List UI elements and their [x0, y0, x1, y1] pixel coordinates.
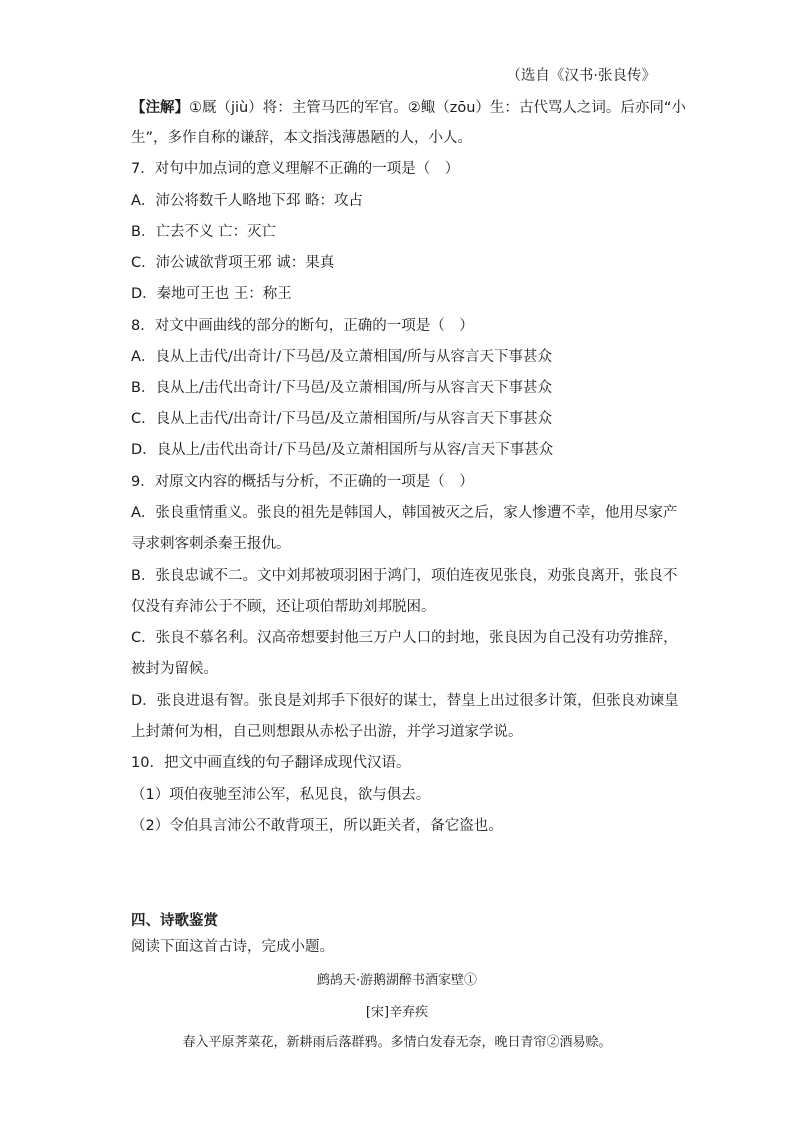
question-9-option-a-line-2: 寻求刺客刺杀秦王报仇。	[131, 536, 291, 552]
question-9-option-b-line-1: B．张良忠诚不二。文中刘邦被项羽困于鸿门，项伯连夜见张良，劝张良离开，张良不	[131, 568, 678, 584]
poem-title: 鹧鸪天·游鹅湖醉书酒家壁①	[316, 973, 478, 988]
question-9-option-c-line-1: C．张良不慕名利。汉高帝想要封他三万户人口的封地，张良因为自己没有功劳推辞，	[131, 630, 678, 646]
question-10-item-2: （2）令伯具言沛公不敢背项王，所以距关者，备它盗也。	[131, 818, 503, 834]
question-7-stem: 7．对句中加点词的意义理解不正确的一项是（ ）	[131, 161, 460, 177]
question-8-stem: 8．对文中画曲线的部分的断句，正确的一项是（ ）	[131, 318, 474, 334]
question-10-stem: 10．把文中画直线的句子翻译成现代汉语。	[131, 755, 411, 771]
question-9-stem: 9．对原文内容的概括与分析，不正确的一项是（ ）	[131, 474, 474, 490]
source-note: （选自《汉书·张良传》	[506, 68, 656, 84]
question-8-option-b: B．良从上/击代出奇计/下马邑/及立萧相国/所与从容言天下事甚众	[131, 380, 552, 396]
section-4-title: 四、诗歌鉴赏	[131, 913, 218, 929]
question-7-option-d: D．秦地可王也 王：称王	[131, 286, 292, 302]
question-8-option-a: A．良从上击代/出奇计/下马邑/及立萧相国/所与从容言天下事甚众	[131, 349, 552, 365]
question-7-option-c: C．沛公诚欲背项王邪 诚：果真	[131, 255, 335, 271]
notes-line-2: 生”，多作自称的谦辞，本文指浅薄愚陋的人，小人。	[131, 130, 473, 146]
question-8-option-c: C．良从上击代/出奇计/下马邑/及立萧相国所/与从容言天下事甚众	[131, 411, 553, 427]
question-9-option-a-line-1: A．张良重情重义。张良的祖先是韩国人，韩国被灭之后，家人惨遭不幸，他用尽家产	[131, 505, 678, 521]
poem-line-1: 春入平原荠菜花，新耕雨后落群鸦。多情白发春无奈，晚日青帘②酒易赊。	[182, 1035, 612, 1050]
question-8-option-d: D．良从上/击代出奇计/下马邑/及立萧相国所与从容/言天下事甚众	[131, 442, 554, 458]
question-7-option-b: B．亡去不义 亡：灭亡	[131, 224, 277, 240]
notes-line-1	[131, 98, 686, 118]
question-9-option-b-line-2: 仅没有弃沛公于不顾，还让项伯帮助刘邦脱困。	[131, 599, 436, 615]
notes-label: 【注解】	[131, 100, 189, 116]
notes-text-1: ①厩（jiù）将：主管马匹的军官。②鲰（zōu）生：古代骂人之词。后亦同“小	[189, 100, 686, 116]
question-7-option-a: A．沛公将数千人略地下邳 略：攻占	[131, 193, 364, 209]
question-10-item-1: （1）项伯夜驰至沛公军，私见良，欲与俱去。	[131, 787, 431, 803]
question-9-option-d-line-1: D．张良进退有智。张良是刘邦手下很好的谋士，替皇上出过很多计策，但张良劝谏皇	[131, 693, 679, 709]
question-9-option-d-line-2: 上封萧何为相，自己则想跟从赤松子出游，并学习道家学说。	[131, 724, 523, 740]
section-4-instruction: 阅读下面这首古诗，完成小题。	[131, 939, 334, 955]
question-9-option-c-line-2: 被封为留候。	[131, 661, 218, 677]
poem-author: [宋]辛弃疾	[365, 1005, 429, 1020]
